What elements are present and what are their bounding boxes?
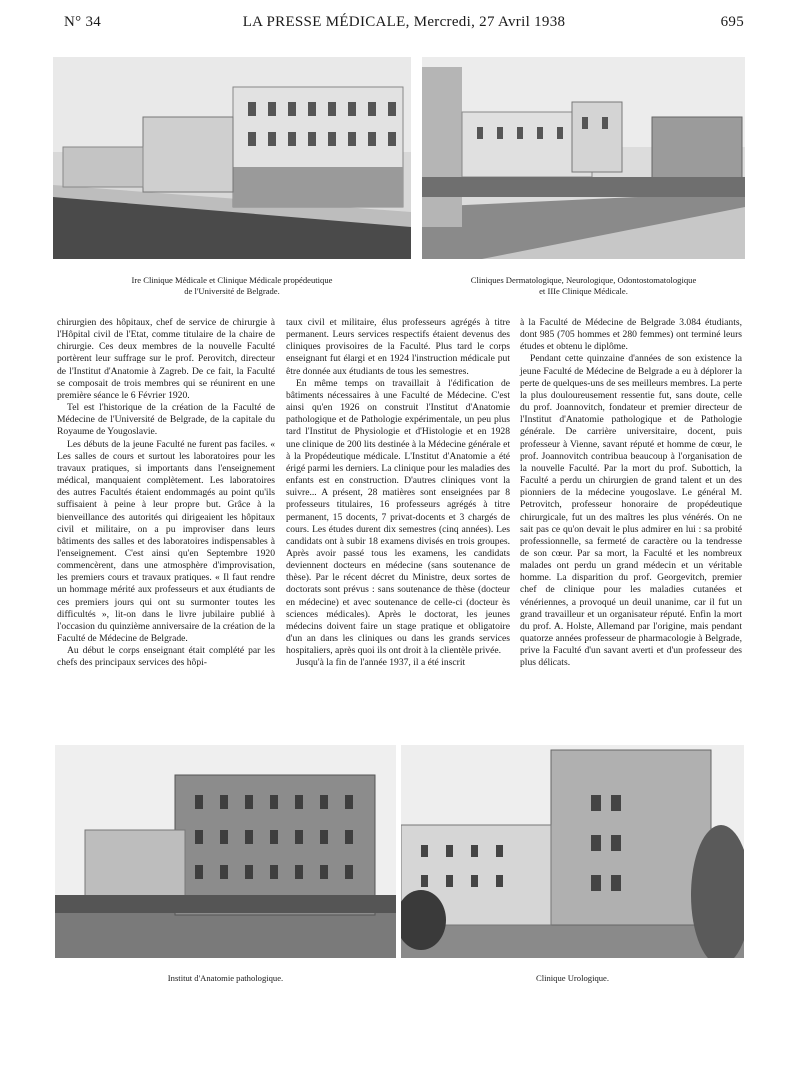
text-column-2 [286,317,510,670]
caption-line: et IIIe Clinique Médicale. [539,286,628,296]
text-column-1 [57,317,275,670]
caption-line: Ire Clinique Médicale et Clinique Médicale propédeutique [131,275,333,285]
paragraph: Jusqu'à la fin de l'année 1937, il a été inscrit [296,657,466,669]
issue-number: N° 34 [64,14,102,30]
caption-top-left [53,275,411,297]
photo-institut-anatomie [55,745,396,958]
text-column-3 [520,317,742,670]
caption-bottom-left [55,973,396,984]
caption-line: Institut d'Anatomie pathologique. [167,973,284,983]
paragraph: taux civil et militaire, élus professeurs agrégés à titre permanent. Leurs services respectifs étaient devenus des cliniques provisoires de la Faculté. Plus tard le corps enseignant fut élargi et en 1924 l'instruction médicale put être donnée aux étudiants de tous les semestres. [286,317,510,377]
paragraph: à la Faculté de Médecine de Belgrade 3.084 étudiants, dont 985 (705 hommes et 280 femmes) ont terminé leurs études et obtenu le diplôme. [520,317,742,353]
paragraph: chirurgien des hôpitaux, chef de service de chirurgie à l'Hôpital civil de l'Etat, comme titulaire de la chaire de chirurgie. Ces deux membres de la nouvelle Faculté portèrent leur suffrage sur le prof. Perovitch, directeur de l'Institut d'Anatomie à Zagreb. De ce fait, la Faculté se composait de trois membres qui se réunirent en une première séance le 6 Février 1920. [57,317,275,401]
journal-title: LA PRESSE MÉDICALE, Mercredi, 27 Avril 1938 [242,14,566,30]
paragraph: Pendant cette quinzaine d'années de son existence la jeune Faculté de Médecine de Belgrade a eu à déplorer la perte de quelques-uns de ses meilleurs membres. La perte la plus douloureusement ressentie fut, sans doute, celle du prof. Joannovitch, fondateur et premier directeur de l'Institut d'Anatomie pathologique et de Pathologie générale. De carrière universitaire, docent, puis professeur à Vienne, savant réputé et homme de cœur, le prof. Joannovitch contribua beaucoup à l'organisation de la nouvelle Faculté. Par la mort du prof. Subottich, la Faculté a perdu un chirurgien de grand talent et un des pionniers de la médecine yougoslave. Le général M. Petrovitch, professeur honoraire de propédeutique chirurgicale, fut un des maîtres les plus vénérés. On ne sait pas ce qu'on devait le plus admirer en lui : sa probité professionnelle, sa fermeté de caractère ou la tendresse de son cœur. Par sa mort, la Faculté et les nombreux malades ont perdu un grand médecin et un véritable homme. La disparition du prof. Georgevitch, premier chef de clinique pour les maladies cutanées et vénériennes, a provoqué un deuil unanime, car il fut un grand travailleur et un organisateur réputé. Enfin la mort du prof. A. Holste, Allemand par l'origine, mais pendant quatorze années professeur de pharmacologie à Belgrade, prive la Faculté d'un savant averti et d'un professeur des plus délicats. [520,353,742,669]
photo-clinique-urologique [401,745,744,958]
page-number: 695 [720,14,744,30]
caption-line: Cliniques Dermatologique, Neurologique, Odontostomatologique [470,275,697,285]
caption-line: de l'Université de Belgrade. [184,286,280,296]
page-header [64,14,744,34]
caption-bottom-right [401,973,744,984]
photo-cliniques-dermatologique [422,57,745,259]
caption-top-right [422,275,745,297]
caption-line: Clinique Urologique. [535,973,610,983]
paragraph: Au début le corps enseignant était complété par les chefs des principaux services des hôpi- [57,645,275,669]
photo-clinique-medicale [53,57,411,259]
paragraph: Tel est l'historique de la création de la Faculté de Médecine de l'Université de Belgrade, de la capitale du Royaume de Yougoslavie. [57,402,275,438]
paragraph: Les débuts de la jeune Faculté ne furent pas faciles. « Les salles de cours et surtout les laboratoires pour les travaux pratiques, si importants dans l'enseignement médical, manquaient complètement. Les laboratoires des autres Facultés étaient endommagés au point qu'ils suffisaient à peine à leur propre but. Grâce à la bienveillance des autorités qui dirigeaient les hôpitaux civil et militaire, on a pu improviser dans leurs bâtiments des salles et des laboratoires indispensables à l'enseignement. C'est ainsi qu'en Septembre 1920 commencèrent, dans une atmosphère d'improvisation, les premiers cours et travaux pratiques. « Il faut rendre un hommage mérité aux professeurs et aux étudiants de ces premiers jours qui ont su surmonter toutes les difficultés », lit-on dans le livre jubilaire publié à l'occasion du quinzième anniversaire de la création de la Faculté de Médecine de Belgrade. [57,438,275,645]
paragraph: En même temps on travaillait à l'édification de bâtiments nécessaires à une Faculté de Médecine. C'est ainsi qu'en 1926 on construit l'Institut d'Anatomie pathologique et de Pathologie expérimentale, un peu plus tard l'Institut de Physiologie et d'Histologie et en 1928 une clinique de 200 lits destinée à la Médecine générale et à la Propédeutique médicale. L'Institut d'Anatomie a été érigé parmi les derniers. La clinique pour les maladies des enfants est en construction. D'autres cliniques vont la suivre... A présent, 28 matières sont enseignées par 8 professeurs titulaires, 16 professeurs agrégés à titre permanent, 15 docents, 7 privat-docents et 3 chargés de cours. Les études durent dix semestres (cinq années). Les candidats ont à subir 18 examens divisés en trois groupes. Après avoir passé tous les examens, les candidats deviennent docteurs en médecine (sans soutenance de thèse). Par le récent décret du Ministre, deux sortes de doctorats sont prévus : sans soutenance de thèse (docteur en médecine) et avec soutenance de celle-ci (docteur ès sciences médicales). Après le doctorat, les jeunes médecins doivent faire un stage pratique et obligatoire d'un an dans les cliniques ou dans les grands services hospitaliers, après quoi ils ont droit à la clientèle privée. [286,377,510,657]
